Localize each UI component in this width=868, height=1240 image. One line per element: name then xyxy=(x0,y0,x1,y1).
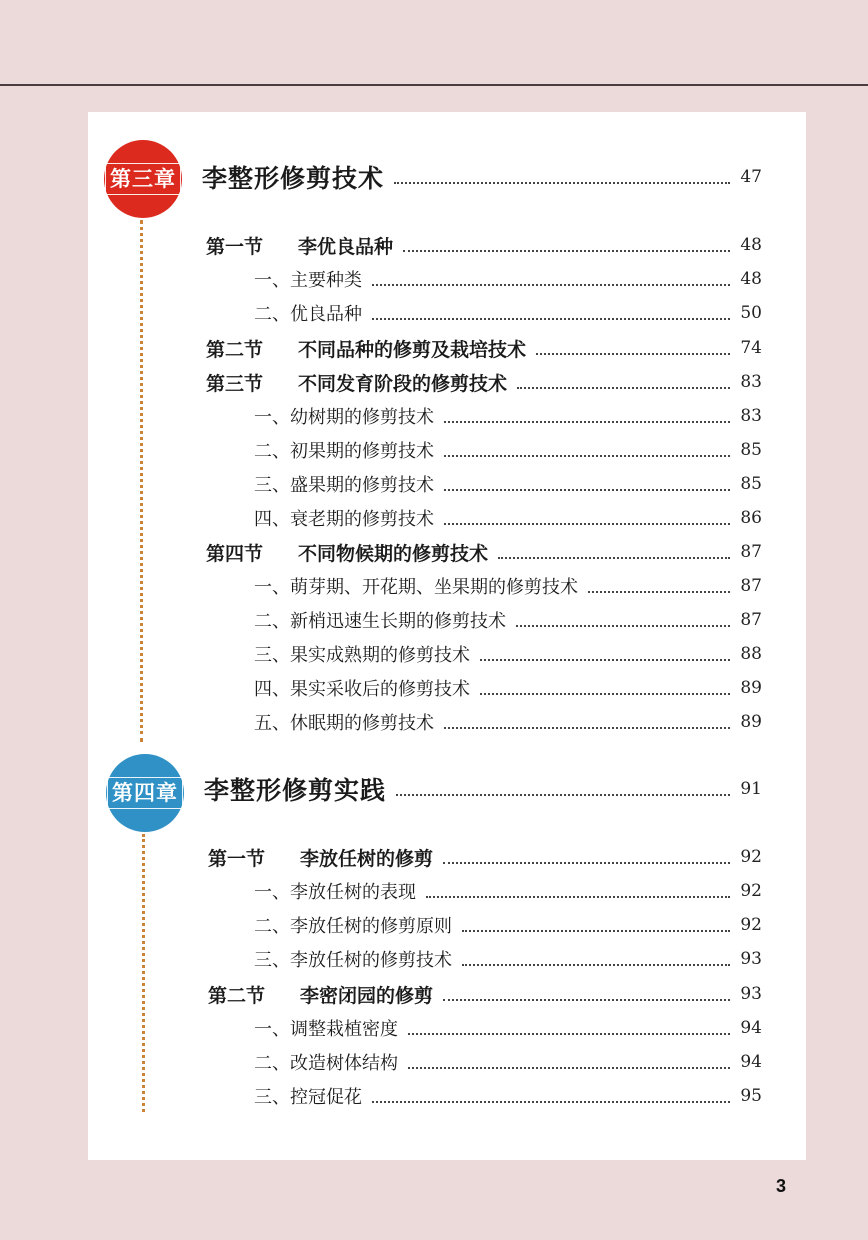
item-number: 一、 xyxy=(254,882,290,903)
subsection-entry[interactable] xyxy=(254,569,762,603)
page-ref: 74 xyxy=(740,338,762,358)
item-title: 果实采收后的修剪技术 xyxy=(290,679,470,700)
section-entry[interactable] xyxy=(208,840,762,874)
dot-leader xyxy=(444,421,730,423)
dot-leader xyxy=(372,1101,730,1103)
section-title: 李密闭园的修剪 xyxy=(300,984,434,1007)
dot-leader xyxy=(462,964,730,966)
subsection-entry[interactable] xyxy=(254,637,762,671)
subsection-entry[interactable] xyxy=(254,603,762,637)
chapter-connector xyxy=(142,834,145,1112)
chapter-entry[interactable] xyxy=(204,772,762,806)
section-title: 不同物候期的修剪技术 xyxy=(298,542,489,565)
dot-leader xyxy=(408,1033,730,1035)
item-title: 新梢迅速生长期的修剪技术 xyxy=(290,611,506,632)
item-number: 四、 xyxy=(254,679,290,700)
chapter-badge xyxy=(104,140,182,218)
page-ref: 94 xyxy=(740,1018,762,1038)
page-ref: 92 xyxy=(740,915,762,935)
section-entry[interactable] xyxy=(206,535,762,569)
page-ref: 87 xyxy=(740,610,762,630)
section-number: 第二节 xyxy=(206,338,264,361)
page-ref: 83 xyxy=(740,406,762,426)
section-number: 第二节 xyxy=(208,984,266,1007)
dot-leader xyxy=(516,625,730,627)
section-entry[interactable] xyxy=(208,977,762,1011)
dot-leader xyxy=(396,794,730,796)
section-number: 第一节 xyxy=(206,235,264,258)
page-ref: 86 xyxy=(740,508,762,528)
page-ref: 95 xyxy=(740,1086,762,1106)
item-title: 优良品种 xyxy=(290,304,362,325)
subsection-entry[interactable] xyxy=(254,262,762,296)
section-title: 不同发育阶段的修剪技术 xyxy=(298,372,508,395)
dot-leader xyxy=(444,523,730,525)
subsection-entry[interactable] xyxy=(254,296,762,330)
top-rule xyxy=(0,84,868,86)
subsection-entry[interactable] xyxy=(254,399,762,433)
section-number: 第四节 xyxy=(206,542,264,565)
dot-leader xyxy=(480,659,730,661)
page-ref: 83 xyxy=(740,372,762,392)
page-ref: 89 xyxy=(740,678,762,698)
item-number: 二、 xyxy=(254,304,290,325)
chapter-badge-label: 第四章 xyxy=(107,777,183,809)
item-number: 五、 xyxy=(254,713,290,734)
item-title: 初果期的修剪技术 xyxy=(290,441,434,462)
subsection-entry[interactable] xyxy=(254,1079,762,1113)
item-title: 改造树体结构 xyxy=(290,1053,398,1074)
page-ref: 85 xyxy=(740,440,762,460)
page-ref: 48 xyxy=(740,235,762,255)
item-title: 幼树期的修剪技术 xyxy=(290,407,434,428)
dot-leader xyxy=(588,591,730,593)
item-number: 二、 xyxy=(254,611,290,632)
dot-leader xyxy=(426,896,730,898)
dot-leader xyxy=(443,862,730,864)
subsection-entry[interactable] xyxy=(254,671,762,705)
section-title: 李放任树的修剪 xyxy=(300,847,434,870)
chapter-badge xyxy=(106,754,184,832)
item-title: 果实成熟期的修剪技术 xyxy=(290,645,470,666)
section-entry[interactable] xyxy=(206,365,762,399)
dot-leader xyxy=(536,353,730,355)
item-title: 萌芽期、开花期、坐果期的修剪技术 xyxy=(290,577,578,598)
item-number: 一、 xyxy=(254,407,290,428)
page-ref: 50 xyxy=(740,303,762,323)
item-number: 三、 xyxy=(254,950,290,971)
item-title: 休眠期的修剪技术 xyxy=(290,713,434,734)
dot-leader xyxy=(372,318,730,320)
section-title: 不同品种的修剪及栽培技术 xyxy=(298,338,527,361)
dot-leader xyxy=(443,999,730,1001)
subsection-entry[interactable] xyxy=(254,908,762,942)
page-ref: 92 xyxy=(740,881,762,901)
subsection-entry[interactable] xyxy=(254,501,762,535)
dot-leader xyxy=(444,489,730,491)
section-number: 第三节 xyxy=(206,372,264,395)
dot-leader xyxy=(480,693,730,695)
item-number: 三、 xyxy=(254,645,290,666)
item-number: 一、 xyxy=(254,270,290,291)
dot-leader xyxy=(517,387,730,389)
toc-card xyxy=(88,112,806,1160)
section-title: 李优良品种 xyxy=(298,235,394,258)
page-ref: 93 xyxy=(740,949,762,969)
dot-leader xyxy=(462,930,730,932)
item-number: 三、 xyxy=(254,475,290,496)
page-ref: 48 xyxy=(740,269,762,289)
page-number: 3 xyxy=(776,1176,787,1196)
item-number: 二、 xyxy=(254,441,290,462)
dot-leader xyxy=(444,727,730,729)
dot-leader xyxy=(394,182,730,184)
subsection-entry[interactable] xyxy=(254,942,762,976)
page-ref: 92 xyxy=(740,847,762,867)
chapter-title: 李整形修剪实践 xyxy=(204,776,387,805)
page-ref: 87 xyxy=(740,542,762,562)
page-ref: 88 xyxy=(740,644,762,664)
page-ref: 91 xyxy=(740,779,762,799)
page-ref: 85 xyxy=(740,474,762,494)
subsection-entry[interactable] xyxy=(254,1045,762,1079)
subsection-entry[interactable] xyxy=(254,433,762,467)
item-title: 控冠促花 xyxy=(290,1087,362,1108)
item-number: 二、 xyxy=(254,1053,290,1074)
item-number: 一、 xyxy=(254,1019,290,1040)
dot-leader xyxy=(403,250,730,252)
item-title: 主要种类 xyxy=(290,270,362,291)
item-number: 四、 xyxy=(254,509,290,530)
dot-leader xyxy=(408,1067,730,1069)
page-ref: 89 xyxy=(740,712,762,732)
dot-leader xyxy=(498,557,730,559)
chapter-badge-label: 第三章 xyxy=(105,163,181,195)
dot-leader xyxy=(444,455,730,457)
item-number: 一、 xyxy=(254,577,290,598)
item-number: 二、 xyxy=(254,916,290,937)
item-number: 三、 xyxy=(254,1087,290,1108)
chapter-connector xyxy=(140,220,143,742)
subsection-entry[interactable] xyxy=(254,705,762,739)
chapter-title: 李整形修剪技术 xyxy=(202,164,385,193)
subsection-entry[interactable] xyxy=(254,874,762,908)
item-title: 李放任树的修剪原则 xyxy=(290,916,452,937)
page-ref: 93 xyxy=(740,984,762,1004)
item-title: 衰老期的修剪技术 xyxy=(290,509,434,530)
section-entry[interactable] xyxy=(206,228,762,262)
item-title: 李放任树的修剪技术 xyxy=(290,950,452,971)
page-ref: 87 xyxy=(740,576,762,596)
item-title: 李放任树的表现 xyxy=(290,882,416,903)
item-title: 调整栽植密度 xyxy=(290,1019,398,1040)
subsection-entry[interactable] xyxy=(254,1011,762,1045)
section-entry[interactable] xyxy=(206,331,762,365)
dot-leader xyxy=(372,284,730,286)
page-ref: 47 xyxy=(740,167,762,187)
page-ref: 94 xyxy=(740,1052,762,1072)
item-title: 盛果期的修剪技术 xyxy=(290,475,434,496)
subsection-entry[interactable] xyxy=(254,467,762,501)
section-number: 第一节 xyxy=(208,847,266,870)
chapter-entry[interactable] xyxy=(202,160,762,194)
